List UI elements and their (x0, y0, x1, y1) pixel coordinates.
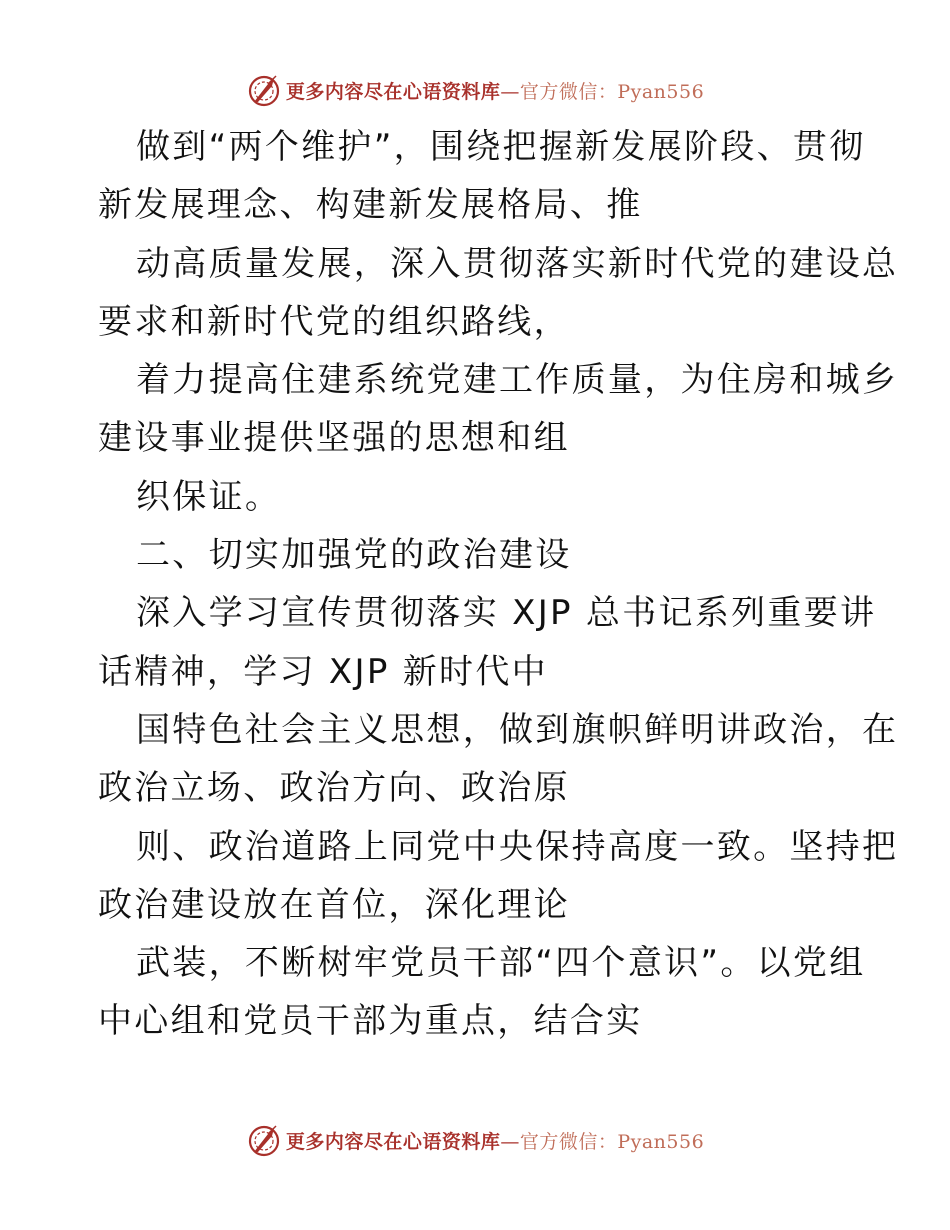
quill-pen-logo-icon (246, 72, 282, 108)
document-body (98, 118, 899, 1051)
text-line: 着力提高住建系统党建工作质量，为住房和城乡 (136, 360, 899, 401)
text-line: 动高质量发展，深入贯彻落实新时代党的建设总 (136, 243, 899, 284)
text-line: 新发展理念、构建新发展格局、推 (98, 185, 643, 226)
banner-title: 更多内容尽在心语资料库 (285, 80, 501, 103)
banner-text (286, 77, 704, 104)
banner-separator: — (500, 80, 520, 103)
section-heading: 二、切实加强党的政治建设 (136, 535, 572, 576)
text-line: 政治立场、政治方向、政治原 (98, 768, 570, 809)
text-line: 中心组和党员干部为重点，结合实 (98, 1001, 643, 1042)
text-line: 深入学习宣传贯彻落实 XJP 总书记系列重要讲 (136, 593, 877, 634)
text-line: 做到“两个维护”，围绕把握新发展阶段、贯彻 (136, 127, 866, 167)
text-line: 话精神，学习 XJP 新时代中 (98, 651, 548, 692)
banner-title: 更多内容尽在心语资料库 (285, 1130, 501, 1153)
banner-text (286, 1127, 704, 1154)
text-line: 则、政治道路上同党中央保持高度一致。坚持把 (136, 826, 899, 867)
banner-wechat: 官方微信：Pyan556 (519, 1130, 705, 1153)
footer-banner (0, 1118, 950, 1162)
header-banner (0, 68, 950, 112)
banner-wechat: 官方微信：Pyan556 (519, 80, 705, 103)
text-line: 政治建设放在首位，深化理论 (98, 884, 570, 925)
text-line: 要求和新时代党的组织路线， (98, 301, 570, 342)
text-line: 武装，不断树牢党员干部“四个意识”。以党组 (136, 943, 866, 984)
banner-separator: — (500, 1130, 520, 1153)
text-line: 织保证。 (136, 476, 282, 517)
text-line: 建设事业提供坚强的思想和组 (98, 418, 570, 459)
text-line: 国特色社会主义思想，做到旗帜鲜明讲政治，在 (136, 709, 899, 750)
quill-pen-logo-icon (246, 1122, 282, 1158)
